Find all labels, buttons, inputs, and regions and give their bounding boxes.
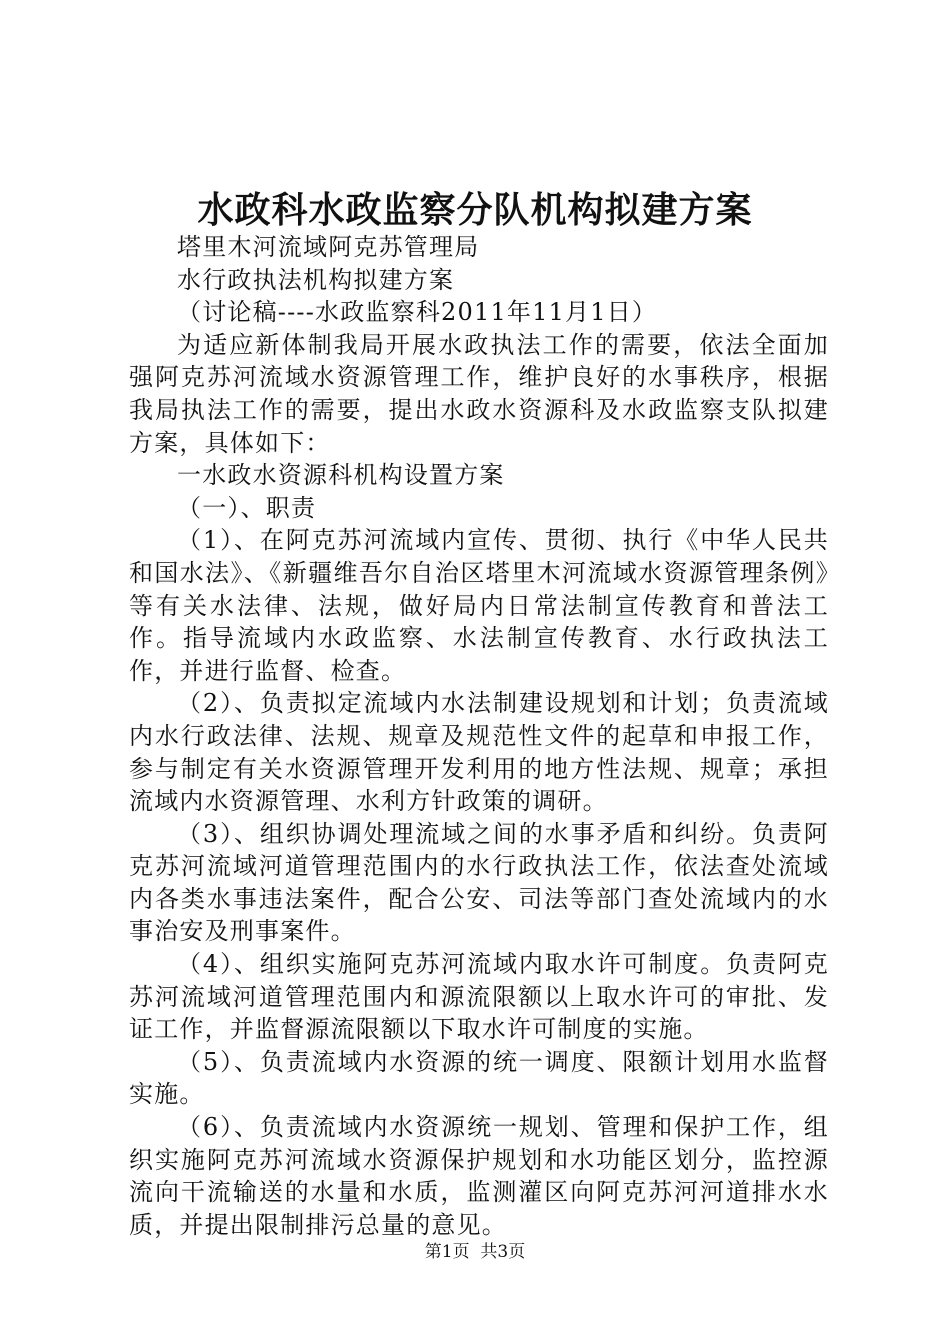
duty-item-5: （5）、负责流域内水资源的统一调度、限额计划用水监督实施。: [129, 1047, 829, 1109]
paragraph-subtitle: 水行政执法机构拟建方案: [177, 265, 455, 294]
duty-item-3: （3）、组织协调处理流域之间的水事矛盾和纠纷。负责阿克苏河流域河道管理范围内的水行政执法工作，依法查处流域内各类水事违法案件，配合公安、司法等部门查处流域内的水事治安及刑事案件。: [129, 819, 829, 946]
document-body: [129, 231, 829, 1241]
duty-item-6: （6）、负责流域内水资源统一规划、管理和保护工作，组织实施阿克苏河流域水资源保护规划和水功能区划分，监控源流向干流输送的水量和水质，监测灌区向阿克苏河河道排水水质，并提出限制排污总量的意见。: [129, 1113, 829, 1239]
page-footer: [0, 1240, 950, 1264]
document-title: 水政科水政监察分队机构拟建方案: [197, 189, 753, 231]
paragraph-intro: 为适应新体制我局开展水政执法工作的需要，依法全面加强阿克苏河流域水资源管理工作，维护良好的水事秩序，根据我局执法工作的需要，提出水政水资源科及水政监察支队拟建方案，具体如下：: [129, 330, 829, 457]
paragraph-org: 塔里木河流域阿克苏管理局: [177, 233, 480, 261]
duty-item-1: （1）、在阿克苏河流域内宣传、贯彻、执行《中华人民共和国水法》、《新疆维吾尔自治区塔里木河流域水资源管理条例》等有关水法律、法规，做好局内日常法制宣传教育和普法工作。指导流域内水政监察、水法制宣传教育、水行政执法工作，并进行监督、检查。: [129, 526, 829, 685]
section-heading: 一水政水资源科机构设置方案: [177, 461, 505, 490]
paragraph-draft-note: （讨论稿----水政监察科2011年11月1日）: [177, 298, 658, 327]
duty-item-2: （2）、负责拟定流域内水法制建设规划和计划；负责流域内水行政法律、法规、规章及规范性文件的起草和申报工作，参与制定有关水资源管理开发利用的地方性法规、规章；承担流域内水资源管理、水利方针政策的调研。: [129, 689, 829, 816]
page-number: 第1页: [424, 1242, 470, 1262]
page-total: 共3页: [480, 1242, 526, 1262]
duty-item-4: （4）、组织实施阿克苏河流域内取水许可制度。负责阿克苏河流域河道管理范围内和源流限额以上取水许可的审批、发证工作，并监督源流限额以下取水许可制度的实施。: [129, 950, 829, 1044]
subsection-heading: （一）、职责: [177, 493, 317, 522]
